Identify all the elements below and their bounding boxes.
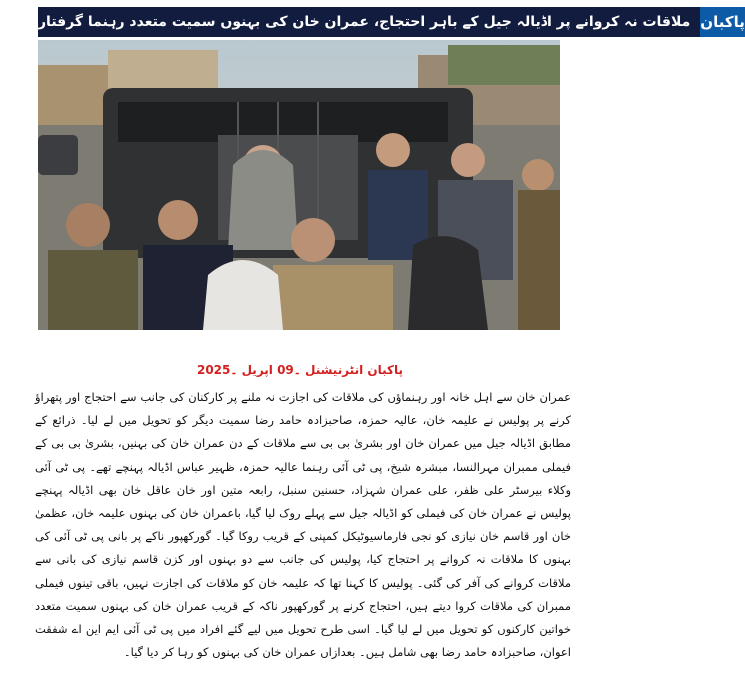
headline-text: ملاقات نہ کروانے پر اڈیالہ جیل کے باہر احتجاج، عمران خان کی بہنوں سمیت متعدد رہنما گرفتار	[38, 7, 700, 37]
brand-label: پاکبان	[700, 7, 745, 37]
headline-banner	[38, 7, 745, 37]
article-body: عمران خان سے اہل خانہ اور رہنماؤں کی ملاقات کی اجازت نہ ملنے پر کارکنان کی جانب سے احتجاج اور پتھراؤ کرنے پر پولیس نے علیمہ خان، عالیہ حمزہ، صاحبزادہ حامد رضا سمیت دیگر کو تحویل میں لے لیا۔ ذرائع کے مطابق اڈیالہ جیل میں عمران خان اور بشریٰ بی بی سے ملاقات کے دن عمران خان کی بہنیں، بشریٰ بی بی کے فیملی ممبران مہرالنسا، مبشرہ شیخ، پی ٹی آئی رہنما عالیہ حمزہ، ظہیر عباس اڈیالہ پہنچے تھے۔ پی ٹی آئی وکلاء بیرسٹر علی ظفر، علی عمران شہزاد، حسنین سنبل، رابعہ متین اور خان عاقل خان بھی اڈیالہ پہنچے پولیس نے عمران خان کی فیملی کو اڈیالہ جیل سے پہلے روک لیا گیا، باعمران خان کی بہنوں علیمہ خان، عظمیٰ خان اور قاسم خان نیازی کو نجی فارماسیوٹیکل کمپنی کے قریب روکا گیا۔ گورکھپور ناکے پر بانی پی ٹی آئی کی بہنوں کا ملاقات نہ کروانے پر احتجاج کیا، پولیس کی جانب سے دو بہنوں اور کزن قاسم نیازی کی بانی سے ملاقات کروانے کی آفر کی گئی۔ پولیس کا کہنا تھا کہ علیمہ خان کو ملاقات کی اجازت نہیں، باقی تینوں فیملی ممبران کی ملاقات کروا دیتے ہیں، احتجاج کرنے پر گورکھپور ناکہ کے قریب عمران خان کی بہنوں سمیت متعدد خواتین کارکنوں کو تحویل میں لے لیا گیا۔ اسی طرح تحویل میں لیے گئے افراد میں پی ٹی آئی ایم این اے شفقت اعوان، صاحبزادہ حامد رضا بھی شامل ہیں۔ بعدازاں عمران خان کی بہنوں کو رہا کر دیا گیا۔	[35, 390, 571, 660]
news-photo	[38, 40, 560, 330]
photo-illustration	[38, 40, 560, 330]
caption-dateline: پاکبان انٹرنیشنل ۔09 اپریل ۔2025	[196, 363, 404, 377]
